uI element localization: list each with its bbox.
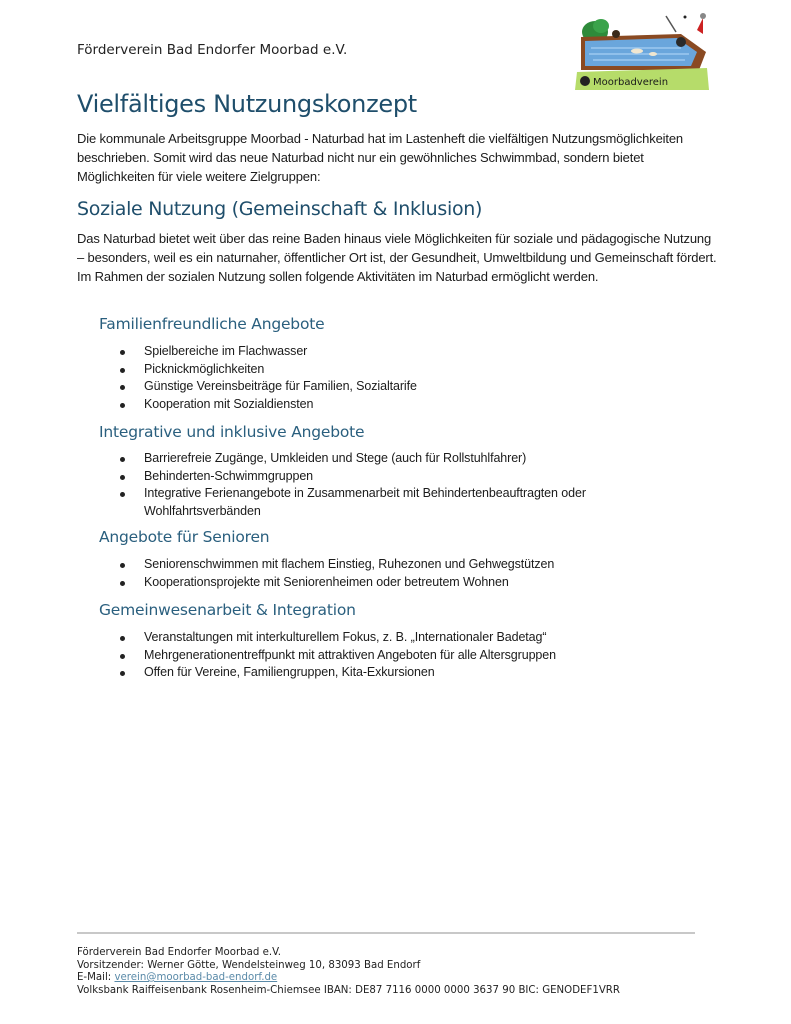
list-item: Integrative Ferienangebote in Zusammenarbeit mit Behindertenbeauftragten oder Wohlfahrtsverbänden: [117, 485, 677, 520]
list-item: Behinderten-Schwimmgruppen: [117, 468, 677, 486]
footer-chairman-address: Vorsitzender: Werner Götte, Wendelsteinweg 10, 83093 Bad Endorf: [77, 959, 421, 971]
list-item: Kooperation mit Sozialdiensten: [117, 396, 677, 414]
bullet-list: [117, 556, 677, 591]
subsection-heading: Angebote für Senioren: [99, 528, 270, 546]
list-item: Seniorenschwimmen mit flachem Einstieg, Ruhezonen und Gehwegstützen: [117, 556, 677, 574]
bullet-list: [117, 450, 677, 520]
list-item: Veranstaltungen mit interkulturellem Fokus, z. B. „Internationaler Badetag“: [117, 629, 677, 647]
subsection-heading: Integrative und inklusive Angebote: [99, 423, 365, 441]
list-item: Spielbereiche im Flachwasser: [117, 343, 677, 361]
subsection-heading: Familienfreundliche Angebote: [99, 315, 325, 333]
footer-email-link[interactable]: verein@moorbad-bad-endorf.de: [114, 972, 278, 983]
subsection-heading: Gemeinwesenarbeit & Integration: [99, 601, 356, 619]
footer: [77, 947, 620, 997]
list-item: Günstige Vereinsbeiträge für Familien, Sozialtarife: [117, 378, 677, 396]
page-title: Vielfältiges Nutzungskonzept: [77, 90, 417, 118]
intro-paragraph: Die kommunale Arbeitsgruppe Moorbad - Naturbad hat im Lastenheft die vielfältigen Nutzungsmöglichkeiten beschrieben. Somit wird das neue Naturbad nicht nur ein gewöhnliches Schwimmbad, sondern bietet Möglichkeiten für viele weitere Zielgruppen:: [77, 131, 684, 184]
footer-email-line: [77, 972, 620, 985]
footer-email-label: E-Mail:: [77, 972, 115, 983]
logo-label: Moorbadverein: [593, 77, 669, 88]
bullet-list: [117, 343, 677, 413]
header-organization: Förderverein Bad Endorfer Moorbad e.V.: [77, 42, 348, 58]
footer-organization: Förderverein Bad Endorfer Moorbad e.V.: [77, 947, 281, 958]
moorbadverein-logo-icon: [571, 4, 711, 92]
list-item: Mehrgenerationentreffpunkt mit attraktiven Angeboten für alle Altersgruppen: [117, 647, 677, 665]
footer-divider: [77, 932, 695, 934]
list-item: Offen für Vereine, Familiengruppen, Kita-Exkursionen: [117, 664, 677, 682]
section-paragraph: Das Naturbad bietet weit über das reine Baden hinaus viele Möglichkeiten für soziale und pädagogische Nutzung – besonders, weil es ein naturnaher, öffentlicher Ort ist, der Gesundheit, Umweltbildung und Gemeinschaft fördert. Im Rahmen der sozialen Nutzung sollen folgende Aktivitäten im Naturbad ermöglicht werden.: [77, 231, 717, 284]
list-item: Kooperationsprojekte mit Seniorenheimen oder betreutem Wohnen: [117, 574, 677, 592]
section-heading: Soziale Nutzung (Gemeinschaft & Inklusion): [77, 198, 483, 220]
footer-bank-details: Volksbank Raiffeisenbank Rosenheim-Chiemsee IBAN: DE87 7116 0000 0000 3637 90 BIC: GENODEF1VRR: [77, 984, 620, 996]
list-item: Picknickmöglichkeiten: [117, 361, 677, 379]
bullet-list: [117, 629, 677, 682]
list-item: Barrierefreie Zugänge, Umkleiden und Stege (auch für Rollstuhlfahrer): [117, 450, 677, 468]
